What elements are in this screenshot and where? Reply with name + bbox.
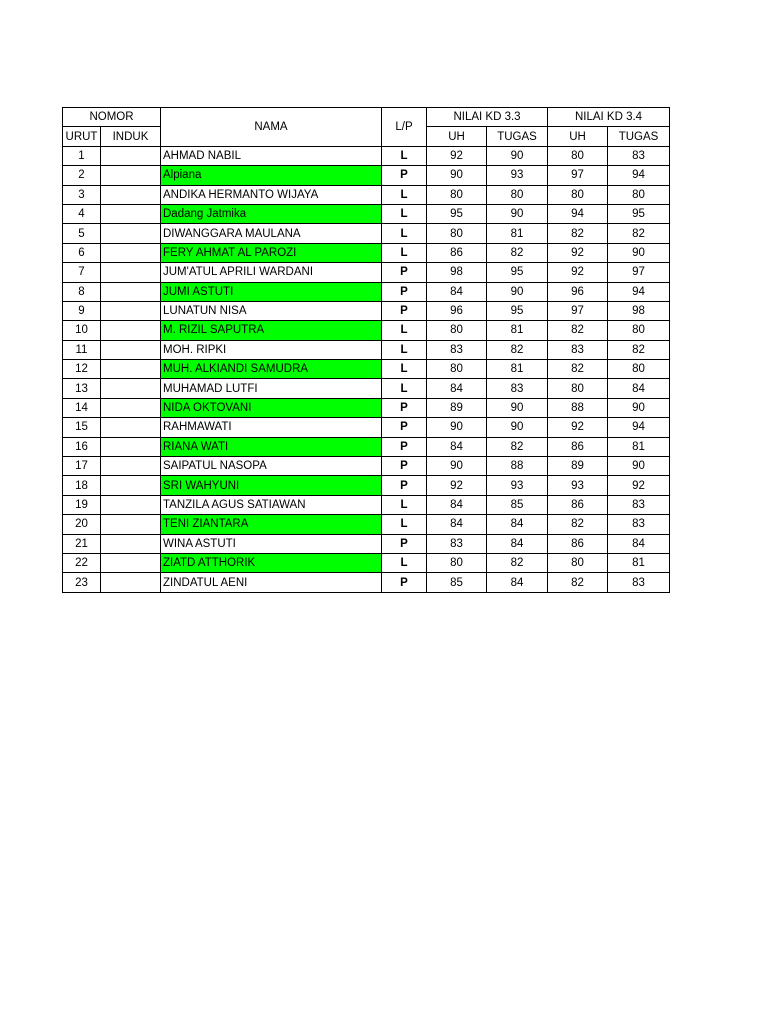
cell-urut: 17 — [63, 457, 101, 476]
cell-nama: TANZILA AGUS SATIAWAN — [161, 495, 382, 514]
cell-kd34-tugas: 81 — [608, 437, 670, 456]
cell-kd33-tugas: 93 — [487, 166, 548, 185]
cell-kd33-uh: 84 — [427, 437, 487, 456]
table-row — [63, 224, 670, 243]
cell-urut: 2 — [63, 166, 101, 185]
cell-kd34-tugas: 95 — [608, 204, 670, 223]
cell-kd33-tugas: 90 — [487, 418, 548, 437]
table-row — [63, 263, 670, 282]
cell-kd33-uh: 84 — [427, 282, 487, 301]
cell-kd33-tugas: 83 — [487, 379, 548, 398]
cell-urut: 14 — [63, 398, 101, 417]
cell-lp: P — [382, 476, 427, 495]
header-induk: INDUK — [101, 127, 161, 146]
cell-nama: AHMAD NABIL — [161, 146, 382, 165]
cell-nama: MOH. RIPKI — [161, 340, 382, 359]
cell-kd34-tugas: 94 — [608, 418, 670, 437]
cell-induk — [101, 457, 161, 476]
cell-kd34-uh: 92 — [548, 243, 608, 262]
table-row — [63, 185, 670, 204]
cell-kd33-uh: 95 — [427, 204, 487, 223]
cell-nama: MUH. ALKIANDI SAMUDRA — [161, 360, 382, 379]
cell-nama: ZIATD ATTHORIK — [161, 553, 382, 572]
cell-urut: 13 — [63, 379, 101, 398]
cell-kd33-tugas: 90 — [487, 204, 548, 223]
cell-kd34-uh: 93 — [548, 476, 608, 495]
cell-nama: JUM'ATUL APRILI WARDANI — [161, 263, 382, 282]
cell-kd34-tugas: 80 — [608, 321, 670, 340]
cell-nama: JUMI ASTUTI — [161, 282, 382, 301]
cell-induk — [101, 146, 161, 165]
cell-induk — [101, 263, 161, 282]
cell-nama: DIWANGGARA MAULANA — [161, 224, 382, 243]
cell-induk — [101, 224, 161, 243]
cell-urut: 8 — [63, 282, 101, 301]
table-row — [63, 301, 670, 320]
cell-lp: P — [382, 534, 427, 553]
cell-kd33-uh: 80 — [427, 321, 487, 340]
cell-kd34-tugas: 90 — [608, 243, 670, 262]
cell-kd33-tugas: 81 — [487, 224, 548, 243]
cell-kd33-tugas: 95 — [487, 263, 548, 282]
cell-nama: NIDA OKTOVANI — [161, 398, 382, 417]
cell-kd33-tugas: 82 — [487, 340, 548, 359]
cell-nama: LUNATUN NISA — [161, 301, 382, 320]
header-nama: NAMA — [161, 108, 382, 147]
cell-kd33-tugas: 84 — [487, 515, 548, 534]
cell-induk — [101, 534, 161, 553]
cell-induk — [101, 553, 161, 572]
cell-kd34-tugas: 90 — [608, 457, 670, 476]
table-row — [63, 418, 670, 437]
header-kd33-tugas: TUGAS — [487, 127, 548, 146]
cell-urut: 23 — [63, 573, 101, 592]
cell-kd33-tugas: 93 — [487, 476, 548, 495]
header-nilai-kd-3-3: NILAI KD 3.3 — [427, 108, 548, 127]
cell-kd33-tugas: 81 — [487, 321, 548, 340]
cell-urut: 16 — [63, 437, 101, 456]
table-body — [63, 146, 670, 592]
cell-induk — [101, 437, 161, 456]
table-row — [63, 553, 670, 572]
cell-nama: FERY AHMAT AL PAROZI — [161, 243, 382, 262]
cell-lp: L — [382, 204, 427, 223]
cell-kd34-uh: 80 — [548, 553, 608, 572]
cell-lp: P — [382, 301, 427, 320]
cell-kd34-uh: 83 — [548, 340, 608, 359]
cell-lp: L — [382, 185, 427, 204]
table-row — [63, 515, 670, 534]
cell-nama: ANDIKA HERMANTO WIJAYA — [161, 185, 382, 204]
cell-kd33-uh: 86 — [427, 243, 487, 262]
cell-nama: SAIPATUL NASOPA — [161, 457, 382, 476]
cell-kd33-tugas: 95 — [487, 301, 548, 320]
table-row — [63, 360, 670, 379]
cell-kd33-uh: 80 — [427, 224, 487, 243]
cell-induk — [101, 204, 161, 223]
cell-kd33-tugas: 80 — [487, 185, 548, 204]
table-row — [63, 321, 670, 340]
cell-lp: L — [382, 340, 427, 359]
cell-kd34-tugas: 97 — [608, 263, 670, 282]
cell-kd34-tugas: 83 — [608, 146, 670, 165]
cell-kd33-tugas: 82 — [487, 553, 548, 572]
cell-induk — [101, 418, 161, 437]
cell-lp: P — [382, 437, 427, 456]
cell-induk — [101, 321, 161, 340]
table-row — [63, 166, 670, 185]
cell-nama: Alpiana — [161, 166, 382, 185]
cell-kd33-uh: 83 — [427, 340, 487, 359]
cell-kd34-uh: 80 — [548, 379, 608, 398]
cell-nama: Dadang Jatmika — [161, 204, 382, 223]
cell-kd34-tugas: 84 — [608, 534, 670, 553]
cell-induk — [101, 476, 161, 495]
cell-urut: 11 — [63, 340, 101, 359]
table-row — [63, 457, 670, 476]
cell-kd34-tugas: 83 — [608, 495, 670, 514]
cell-kd33-uh: 84 — [427, 515, 487, 534]
cell-kd34-uh: 80 — [548, 185, 608, 204]
cell-kd33-uh: 80 — [427, 360, 487, 379]
cell-kd34-tugas: 82 — [608, 340, 670, 359]
cell-induk — [101, 185, 161, 204]
cell-kd34-uh: 82 — [548, 515, 608, 534]
cell-kd34-uh: 88 — [548, 398, 608, 417]
cell-lp: L — [382, 146, 427, 165]
table-row — [63, 437, 670, 456]
cell-kd34-uh: 82 — [548, 573, 608, 592]
cell-lp: P — [382, 166, 427, 185]
cell-kd33-tugas: 85 — [487, 495, 548, 514]
cell-nama: WINA ASTUTI — [161, 534, 382, 553]
cell-lp: L — [382, 553, 427, 572]
cell-kd33-uh: 96 — [427, 301, 487, 320]
cell-lp: L — [382, 515, 427, 534]
table-row — [63, 146, 670, 165]
cell-nama: SRI WAHYUNI — [161, 476, 382, 495]
cell-kd33-uh: 92 — [427, 476, 487, 495]
cell-kd33-tugas: 82 — [487, 243, 548, 262]
cell-urut: 12 — [63, 360, 101, 379]
cell-nama: RAHMAWATI — [161, 418, 382, 437]
cell-kd34-tugas: 94 — [608, 282, 670, 301]
cell-lp: L — [382, 379, 427, 398]
cell-urut: 6 — [63, 243, 101, 262]
cell-urut: 22 — [63, 553, 101, 572]
cell-kd33-tugas: 81 — [487, 360, 548, 379]
cell-kd34-uh: 97 — [548, 301, 608, 320]
cell-kd34-uh: 92 — [548, 263, 608, 282]
cell-induk — [101, 495, 161, 514]
cell-kd33-tugas: 84 — [487, 534, 548, 553]
cell-kd33-tugas: 90 — [487, 398, 548, 417]
cell-lp: L — [382, 224, 427, 243]
header-nilai-kd-3-4: NILAI KD 3.4 — [548, 108, 670, 127]
cell-urut: 3 — [63, 185, 101, 204]
cell-kd34-uh: 89 — [548, 457, 608, 476]
cell-urut: 20 — [63, 515, 101, 534]
cell-kd34-uh: 96 — [548, 282, 608, 301]
cell-urut: 18 — [63, 476, 101, 495]
cell-kd34-tugas: 80 — [608, 185, 670, 204]
cell-kd33-uh: 89 — [427, 398, 487, 417]
cell-induk — [101, 301, 161, 320]
cell-urut: 9 — [63, 301, 101, 320]
cell-kd34-tugas: 80 — [608, 360, 670, 379]
cell-kd33-uh: 90 — [427, 418, 487, 437]
cell-kd33-uh: 90 — [427, 457, 487, 476]
cell-kd34-tugas: 82 — [608, 224, 670, 243]
cell-induk — [101, 573, 161, 592]
cell-induk — [101, 515, 161, 534]
cell-urut: 7 — [63, 263, 101, 282]
table-row — [63, 573, 670, 592]
cell-induk — [101, 340, 161, 359]
cell-induk — [101, 282, 161, 301]
cell-kd34-tugas: 94 — [608, 166, 670, 185]
cell-lp: L — [382, 360, 427, 379]
cell-nama: RIANA WATI — [161, 437, 382, 456]
cell-lp: P — [382, 398, 427, 417]
cell-induk — [101, 166, 161, 185]
table-row — [63, 476, 670, 495]
table-row — [63, 243, 670, 262]
cell-kd33-uh: 90 — [427, 166, 487, 185]
cell-kd33-uh: 84 — [427, 495, 487, 514]
cell-kd34-tugas: 84 — [608, 379, 670, 398]
cell-kd33-tugas: 88 — [487, 457, 548, 476]
cell-lp: P — [382, 282, 427, 301]
cell-kd33-uh: 80 — [427, 185, 487, 204]
cell-kd34-tugas: 92 — [608, 476, 670, 495]
header-nomor: NOMOR — [63, 108, 161, 127]
cell-kd33-uh: 84 — [427, 379, 487, 398]
cell-kd34-tugas: 98 — [608, 301, 670, 320]
table-row — [63, 534, 670, 553]
cell-kd33-tugas: 84 — [487, 573, 548, 592]
table-row — [63, 204, 670, 223]
cell-lp: L — [382, 321, 427, 340]
table-row — [63, 282, 670, 301]
cell-kd34-uh: 97 — [548, 166, 608, 185]
table-row — [63, 495, 670, 514]
cell-kd33-uh: 98 — [427, 263, 487, 282]
cell-kd33-tugas: 90 — [487, 146, 548, 165]
header-urut: URUT — [63, 127, 101, 146]
cell-kd34-uh: 80 — [548, 146, 608, 165]
cell-kd34-uh: 92 — [548, 418, 608, 437]
cell-kd33-tugas: 82 — [487, 437, 548, 456]
cell-urut: 10 — [63, 321, 101, 340]
cell-lp: L — [382, 243, 427, 262]
cell-kd34-uh: 86 — [548, 437, 608, 456]
cell-kd34-uh: 86 — [548, 534, 608, 553]
cell-kd33-uh: 92 — [427, 146, 487, 165]
cell-kd34-uh: 82 — [548, 360, 608, 379]
header-lp: L/P — [382, 108, 427, 147]
cell-kd33-uh: 83 — [427, 534, 487, 553]
cell-induk — [101, 398, 161, 417]
table-row — [63, 340, 670, 359]
cell-urut: 21 — [63, 534, 101, 553]
cell-urut: 19 — [63, 495, 101, 514]
cell-nama: ZINDATUL AENI — [161, 573, 382, 592]
grade-table — [62, 107, 670, 593]
cell-induk — [101, 379, 161, 398]
cell-kd34-uh: 86 — [548, 495, 608, 514]
cell-urut: 15 — [63, 418, 101, 437]
table-row — [63, 398, 670, 417]
cell-lp: L — [382, 495, 427, 514]
cell-induk — [101, 360, 161, 379]
cell-urut: 5 — [63, 224, 101, 243]
cell-lp: P — [382, 457, 427, 476]
cell-kd33-tugas: 90 — [487, 282, 548, 301]
cell-nama: MUHAMAD LUTFI — [161, 379, 382, 398]
cell-kd33-uh: 85 — [427, 573, 487, 592]
cell-kd34-tugas: 83 — [608, 573, 670, 592]
cell-nama: M. RIZIL SAPUTRA — [161, 321, 382, 340]
cell-lp: P — [382, 418, 427, 437]
cell-kd34-uh: 82 — [548, 321, 608, 340]
cell-lp: P — [382, 263, 427, 282]
cell-urut: 1 — [63, 146, 101, 165]
cell-kd34-uh: 82 — [548, 224, 608, 243]
table-row — [63, 379, 670, 398]
cell-lp: P — [382, 573, 427, 592]
header-row-1 — [63, 108, 670, 127]
cell-nama: TENI ZIANTARA — [161, 515, 382, 534]
header-kd34-uh: UH — [548, 127, 608, 146]
cell-kd34-uh: 94 — [548, 204, 608, 223]
table-header — [63, 108, 670, 147]
header-kd34-tugas: TUGAS — [608, 127, 670, 146]
cell-kd34-tugas: 83 — [608, 515, 670, 534]
cell-kd34-tugas: 81 — [608, 553, 670, 572]
cell-urut: 4 — [63, 204, 101, 223]
cell-kd33-uh: 80 — [427, 553, 487, 572]
cell-induk — [101, 243, 161, 262]
cell-kd34-tugas: 90 — [608, 398, 670, 417]
header-kd33-uh: UH — [427, 127, 487, 146]
